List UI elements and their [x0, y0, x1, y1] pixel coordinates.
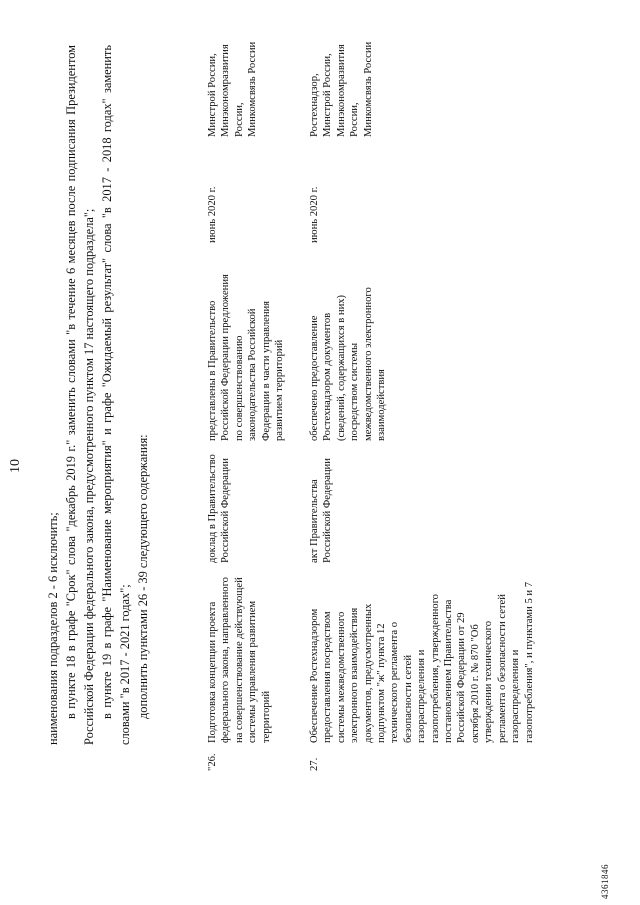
responsible-executors: Ростехнадзор, Минстрой России, Минэкономразвития России, Минкомсвязь России [309, 41, 374, 137]
document-code: 4361846 [600, 864, 610, 899]
expected-result: обеспечено предоставление Ростехнадзором документов (сведений, содержащихся в них) посредством системы межведомственного электронного взаимодействия [309, 287, 388, 441]
paragraph: в пункте 18 в графе "Срок" слова "декабрь 2019 г." заменить словами "в течение 6 месяцев после подписания Президентом Российской Федерации федерального закона, предусмотренного пунктом 17 настоящего подраздела"; [64, 45, 96, 745]
deadline: июнь 2020 г. [309, 186, 320, 243]
row-number: 27. [309, 757, 320, 771]
completion-form: доклад в Правительство Российской Федерации [207, 454, 232, 563]
paragraph: в пункте 19 в графе "Наименование мероприятия" и графе "Ожидаемый результат" слова "в 2017 - 2018 годах" заменить словами "в 2017 - 2021 годах"; [100, 45, 132, 745]
responsible-executors: Минстрой России, Минэкономразвития России, Минкомсвязь России [207, 41, 259, 137]
table-row [308, 11, 638, 771]
row-number: "26. [207, 753, 218, 771]
deadline: июнь 2020 г. [207, 186, 218, 243]
paragraph: дополнить пунктами 26 - 39 следующего содержания: [136, 434, 150, 719]
expected-result: представлены в Правительство Российской Федерации предложения по совершенствованию законодательства Российской Федерации в части управления развитием территорий [207, 274, 286, 441]
amendment-text [44, 45, 152, 745]
page-number: 10 [8, 459, 23, 473]
completion-form: акт Правительства Российской Федерации [309, 458, 334, 563]
paragraph: наименования подразделов 2 - 6 исключить; [46, 512, 60, 745]
event-name: Подготовка концепции проекта федерального закона, направленного на совершенствование действующей системы управления развитием территорий [207, 577, 272, 743]
event-name: Обеспечение Ростехнадзором предоставления посредством системы межведомственного электронного взаимодействия документов, предусмотренных подпунктом "ж" пункта 12 технического регламента о безопасности сетей газораспределения и газопотребления, утвержденного постановлением Правительства Российской Федерации от 29 октября 2010 г. № 870 "Об утверждении технического регламента о безопасности сетей газораспределения и газопотребления", и пунктами 5 и 7 [309, 581, 535, 743]
